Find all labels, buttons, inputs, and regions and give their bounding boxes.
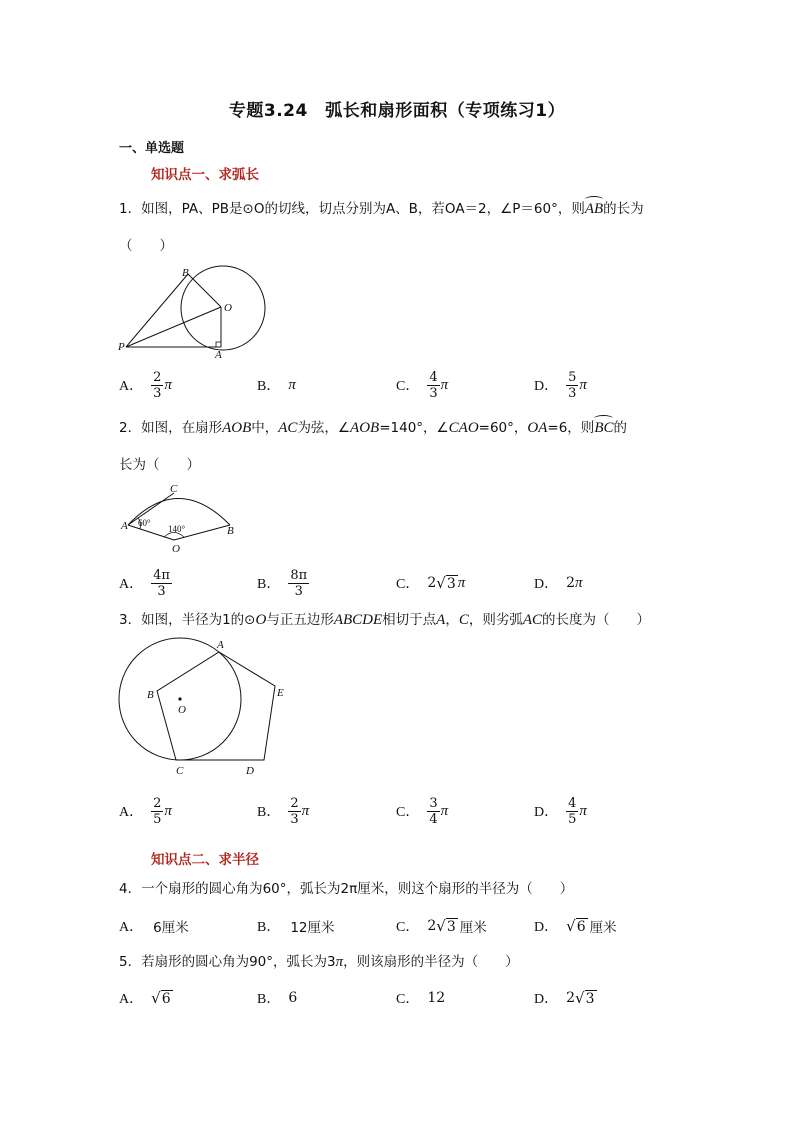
q5-option-c[interactable]: C． 12	[396, 990, 446, 1007]
q3-pentagon	[157, 652, 275, 760]
question-1-paren: （ ）	[119, 238, 173, 254]
q2-label-60: 60°	[138, 518, 151, 528]
question-1-text: 1．如图，PA、PB是⊙O的切线，切点分别为A、B，若OA＝2，∠P＝60°，则AB的长为	[119, 201, 644, 217]
q4-option-d[interactable]: D． √ 6 厘米	[534, 917, 617, 936]
arc-ab: AB	[584, 201, 604, 217]
q4-option-c[interactable]: C． 2 √ 3 厘米	[396, 917, 487, 936]
q1-option-d[interactable]: D． $\frac{5}{3}$ π	[534, 369, 587, 401]
question-4-text: 4．一个扇形的圆心角为60°，弧长为2π厘米，则这个扇形的半径为（ ）	[119, 881, 574, 897]
q2-option-b[interactable]: B． $\frac{8\pi}{3}$	[257, 567, 308, 599]
q3-option-a[interactable]: A． $\frac{2}{5}$ π	[119, 795, 172, 827]
q1-option-b[interactable]: B． π	[257, 376, 296, 394]
q1-circle	[181, 266, 265, 350]
q1-label-o: O	[224, 302, 232, 314]
question-2-options	[119, 563, 679, 603]
knowledge-point-2: 知识点二、求半径	[151, 852, 259, 868]
q2-label-140: 140°	[168, 524, 186, 534]
question-2-text-line2: 长为（ ）	[119, 457, 200, 473]
q4-option-b[interactable]: B． 12厘米	[257, 920, 335, 936]
q3-label-b: B	[147, 689, 154, 701]
knowledge-point-1: 知识点一、求弧长	[151, 167, 259, 183]
q2-option-c[interactable]: C． 2 √ 3 π	[396, 574, 466, 592]
q1-label-a: A	[215, 349, 222, 361]
q1-label-b: B	[182, 267, 189, 279]
figure-q3	[118, 636, 298, 781]
question-5-options	[119, 978, 679, 1018]
q1-option-a[interactable]: A． $\frac{2}{3}$ π	[119, 369, 172, 401]
q2-label-c: C	[170, 483, 178, 495]
q3-label-c: C	[176, 765, 184, 777]
page-title: 专题3.24 弧长和扇形面积（专项练习1）	[228, 101, 566, 121]
q2-option-d[interactable]: D． 2 π	[534, 574, 583, 592]
q2-option-a[interactable]: A． $\frac{4\pi}{3}$	[119, 567, 170, 599]
q3-label-e: E	[277, 687, 284, 699]
q3-option-b[interactable]: B． $\frac{2}{3}$ π	[257, 795, 310, 827]
question-3-text: 3．如图，半径为1的⊙O与正五边形ABCDE相切于点A，C，则劣弧AC的长度为（ ）	[119, 612, 651, 628]
q2-label-a: A	[121, 520, 128, 532]
q2-label-b: B	[227, 525, 234, 537]
q5-option-d[interactable]: D． 2 √ 3	[534, 989, 595, 1007]
question-3-options	[119, 791, 679, 831]
q5-option-a[interactable]: A． √ 6	[119, 989, 171, 1007]
section-heading: 一、单选题	[119, 141, 185, 156]
q1-label-p: P	[118, 341, 125, 353]
q4-option-a[interactable]: A． 6厘米	[119, 920, 189, 936]
arc-bc: BC	[594, 420, 614, 436]
q3-label-d: D	[246, 765, 254, 777]
question-2-text: 2．如图，在扇形AOB中，AC为弦，∠AOB=140°，∠CAO=60°，OA=6，则BC的	[119, 420, 627, 436]
question-1-options	[119, 365, 679, 405]
q2-label-o: O	[172, 543, 180, 555]
question-4-options	[119, 906, 679, 946]
question-5-text: 5．若扇形的圆心角为90°，弧长为3π，则该扇形的半径为（ ）	[119, 954, 519, 970]
q5-option-b[interactable]: B． 6	[257, 990, 298, 1007]
q3-option-d[interactable]: D． $\frac{4}{5}$ π	[534, 795, 587, 827]
q3-option-c[interactable]: C． $\frac{3}{4}$ π	[396, 795, 449, 827]
q3-label-a: A	[217, 639, 224, 651]
figure-q2	[118, 482, 248, 557]
figure-q1	[118, 262, 278, 362]
q1-option-c[interactable]: C． $\frac{4}{3}$ π	[396, 369, 449, 401]
q3-label-o: O	[178, 704, 186, 716]
